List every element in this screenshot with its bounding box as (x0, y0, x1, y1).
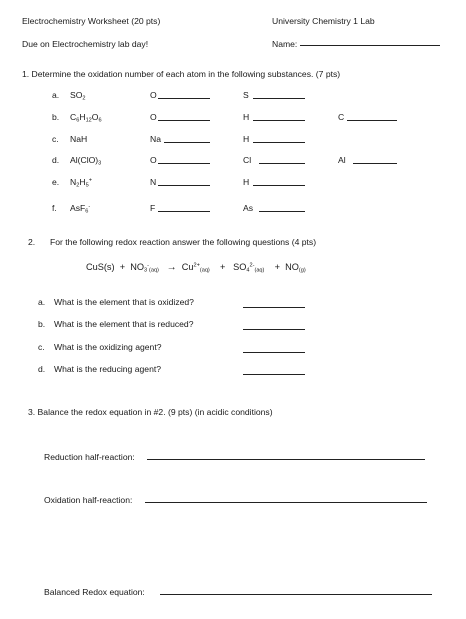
name-blank[interactable] (300, 38, 440, 46)
q2-answer-blank[interactable] (243, 365, 305, 375)
q1-atom-label: S (243, 90, 249, 100)
product-copper-ion: $Cu^{2+}_{(aq)}$ (181, 262, 210, 274)
q1-answer-blank[interactable] (253, 176, 305, 186)
q1-formula: $Al(ClO)_3$ (70, 155, 102, 167)
q1-atom-label: O (150, 112, 157, 122)
q1-atom-label: Na (150, 134, 161, 144)
q1-item-letter: a. (52, 90, 60, 100)
reduction-label: Reduction half-reaction: (44, 452, 135, 462)
q1-atom-label: As (243, 203, 254, 213)
q3-prompt: 3. Balance the redox equation in #2. (9 pts) (in acidic conditions) (28, 407, 273, 417)
course-name: University Chemistry 1 Lab (272, 16, 375, 26)
q1-atom-label: H (243, 112, 250, 122)
plus-sign: + (119, 262, 126, 272)
q2-number: 2. (28, 237, 36, 247)
q1-answer-blank[interactable] (158, 111, 210, 121)
oxidation-blank[interactable] (145, 494, 427, 503)
q1-item-letter: e. (52, 177, 60, 187)
q1-answer-blank[interactable] (353, 154, 397, 164)
q1-formula: $N_2H_5^+$ (70, 177, 92, 189)
q1-answer-blank[interactable] (253, 133, 305, 143)
reaction-arrow: → (166, 262, 177, 273)
q1-formula: $C_6H_{12}O_6$ (70, 112, 102, 124)
q1-atom-label: H (243, 177, 250, 187)
reduction-blank[interactable] (147, 451, 425, 460)
worksheet-title: Electrochemistry Worksheet (20 pts) (22, 16, 161, 26)
reactant-nitrate: $NO_3^-_{(aq)}$ (130, 262, 159, 274)
q2-item-letter: a. (38, 297, 46, 307)
q1-answer-blank[interactable] (158, 202, 210, 212)
name-label: Name: (272, 39, 298, 49)
q1-answer-blank[interactable] (158, 154, 210, 164)
q2-question-text: What is the element that is oxidized? (54, 297, 194, 307)
q1-atom-label: O (150, 90, 157, 100)
q2-question-text: What is the oxidizing agent? (54, 342, 162, 352)
due-date: Due on Electrochemistry lab day! (22, 39, 149, 49)
q1-formula: $SO_2$ (70, 90, 86, 102)
q1-answer-blank[interactable] (259, 202, 305, 212)
q1-atom-label: C (338, 112, 345, 122)
q2-item-letter: b. (38, 319, 46, 329)
q1-atom-label: O (150, 155, 157, 165)
q1-atom-label: Al (338, 155, 346, 165)
plus-sign: + (274, 262, 280, 272)
q2-prompt: For the following redox reaction answer the following questions (4 pts) (50, 237, 317, 247)
oxidation-label: Oxidation half-reaction: (44, 495, 133, 505)
q2-question-text: What is the element that is reduced? (54, 319, 194, 329)
q1-answer-blank[interactable] (253, 111, 305, 121)
q1-answer-blank[interactable] (164, 133, 210, 143)
q1-formula: NaH (70, 134, 88, 144)
q1-atom-label: F (150, 203, 156, 213)
reactant-cus: CuS(s) (86, 262, 115, 272)
q2-item-letter: c. (38, 342, 45, 352)
balanced-blank[interactable] (160, 586, 432, 595)
plus-sign: + (220, 262, 226, 272)
q2-item-letter: d. (38, 364, 46, 374)
q1-prompt: 1. Determine the oxidation number of each atom in the following substances. (7 pts) (22, 69, 341, 79)
q2-answer-blank[interactable] (243, 343, 305, 353)
q1-answer-blank[interactable] (347, 111, 397, 121)
q1-formula: AsF$_6$- (70, 203, 91, 215)
q1-answer-blank[interactable] (253, 89, 305, 99)
q1-item-letter: f. (52, 203, 57, 213)
q1-answer-blank[interactable] (259, 154, 305, 164)
q2-answer-blank[interactable] (243, 298, 305, 308)
q2-answer-blank[interactable] (243, 320, 305, 330)
q1-item-letter: b. (52, 112, 60, 122)
balanced-label: Balanced Redox equation: (44, 587, 145, 597)
q1-answer-blank[interactable] (158, 89, 210, 99)
q1-answer-blank[interactable] (158, 176, 210, 186)
q1-atom-label: H (243, 134, 250, 144)
q1-atom-label: N (150, 177, 157, 187)
q1-item-letter: c. (52, 134, 59, 144)
q1-item-letter: d. (52, 155, 60, 165)
q2-question-text: What is the reducing agent? (54, 364, 162, 374)
product-sulfate: $SO_4^{2-}_{(aq)}$ (233, 262, 265, 274)
reaction-equation (86, 262, 306, 273)
product-no: $NO_{(g)}$ (285, 262, 306, 274)
q1-atom-label: Cl (243, 155, 252, 165)
